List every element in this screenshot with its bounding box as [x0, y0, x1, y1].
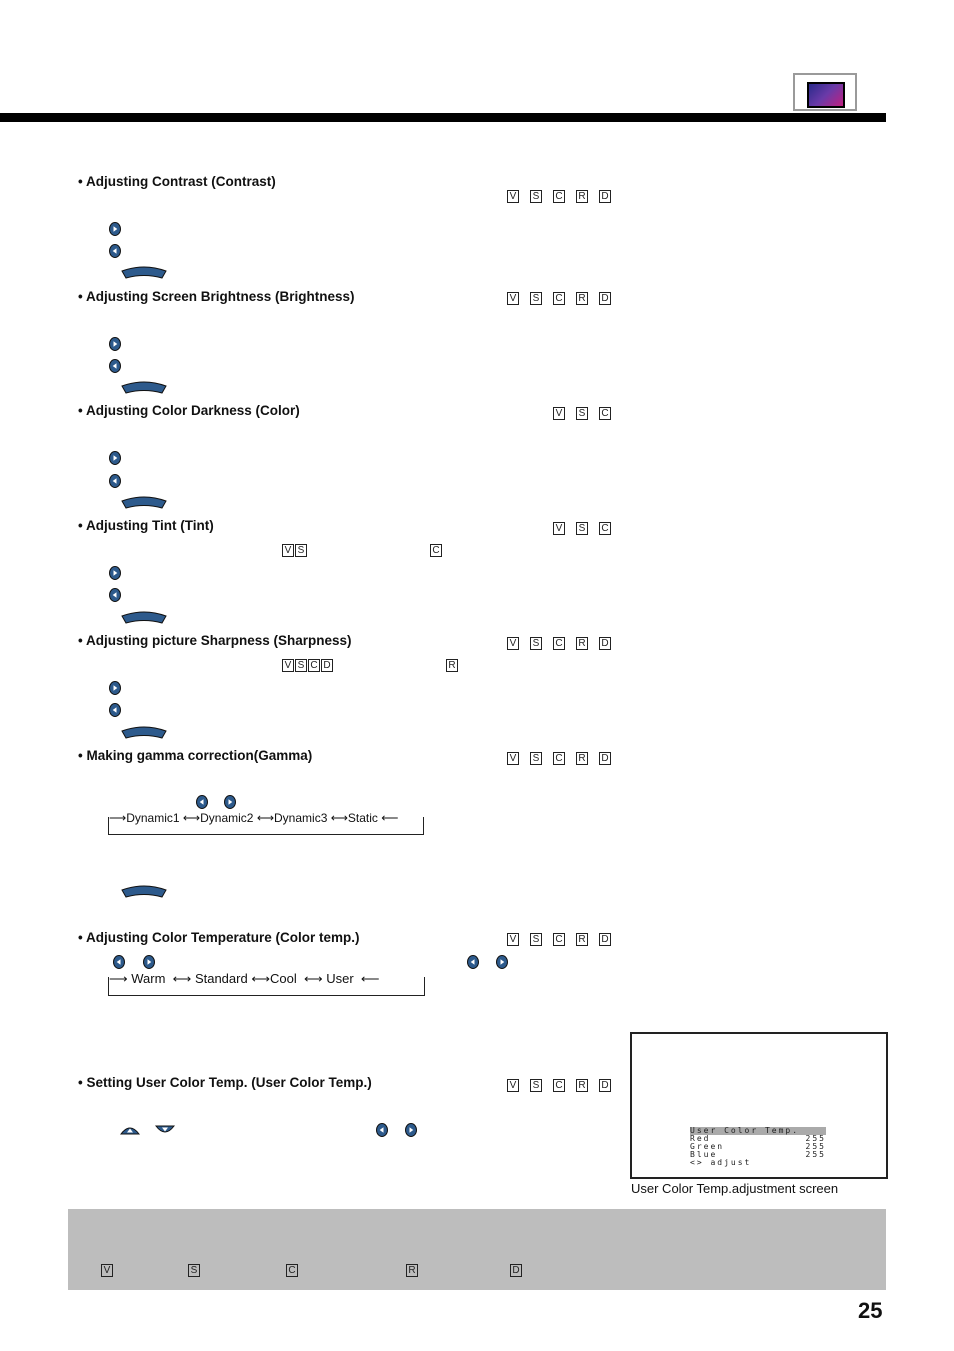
osd-label: Green [690, 1142, 725, 1151]
double-arrow-icon: ⟷ [251, 971, 270, 986]
tint-heading: • Adjusting Tint (Tint) [78, 518, 214, 533]
right-arrow-button-icon [109, 222, 121, 236]
right-arrow-button-icon [109, 681, 121, 695]
osd-title: User Color Temp. [690, 1127, 826, 1135]
gamma-option: Dynamic3 [274, 811, 328, 825]
right-arrow-button-icon [405, 1123, 417, 1137]
header-bar [0, 113, 886, 122]
enter-button-icon [121, 266, 167, 279]
tint-inline-badges [282, 544, 307, 557]
page-thumbnail [793, 73, 857, 111]
color-temp-cycle-flow [109, 971, 380, 987]
badge: C [553, 1079, 565, 1092]
badge: R [576, 933, 588, 946]
badge: C [308, 659, 320, 672]
right-arrow-button-icon [143, 955, 155, 969]
contrast-heading: • Adjusting Contrast (Contrast) [78, 174, 276, 189]
badge: S [530, 1079, 542, 1092]
gamma-cycle-flow [109, 811, 398, 825]
right-arrow-button-icon [109, 566, 121, 580]
brightness-heading: • Adjusting Screen Brightness (Brightness) [78, 289, 355, 304]
left-arrow-button-icon [196, 795, 208, 809]
gamma-badges [507, 752, 611, 765]
badge: V [507, 1079, 519, 1092]
badge: C [286, 1264, 298, 1277]
double-arrow-icon: ⟷ [330, 811, 348, 825]
badge: R [576, 752, 588, 765]
contrast-badges [507, 190, 611, 203]
badge: D [599, 637, 611, 650]
cycle-arrow-icon: ⟵ [381, 811, 399, 825]
color-temp-option: Cool [269, 971, 297, 986]
left-arrow-button-icon [109, 244, 121, 258]
badge: C [599, 407, 611, 420]
color-temp-option: Warm [131, 971, 166, 986]
badge: V [282, 544, 294, 557]
badge: V [507, 752, 519, 765]
left-arrow-button-icon [376, 1123, 388, 1137]
badge: V [507, 637, 519, 650]
sharpness-inline-badge-r [446, 659, 458, 672]
enter-button-icon [121, 381, 167, 394]
badge: C [599, 522, 611, 535]
badge: R [576, 292, 588, 305]
left-arrow-button-icon [109, 588, 121, 602]
color-heading: • Adjusting Color Darkness (Color) [78, 403, 300, 418]
badge: S [188, 1264, 200, 1277]
osd-label: Blue [690, 1150, 718, 1159]
double-arrow-icon: ⟷ [182, 811, 201, 825]
right-arrow-button-icon [109, 337, 121, 351]
badge: V [507, 933, 519, 946]
badge: D [599, 1079, 611, 1092]
gamma-heading: • Making gamma correction(Gamma) [78, 748, 313, 763]
color-temp-heading: • Adjusting Color Temperature (Color temp.) [78, 930, 360, 945]
double-arrow-icon: ⟷ [256, 811, 275, 825]
right-arrow-button-icon [109, 451, 121, 465]
badge: D [599, 752, 611, 765]
color-temp-option: User [326, 971, 354, 986]
right-arrow-button-icon [496, 955, 508, 969]
gamma-option: Dynamic2 [200, 811, 254, 825]
gamma-option: Static [347, 811, 378, 825]
sharpness-heading: • Adjusting picture Sharpness (Sharpness) [78, 633, 352, 648]
sharpness-inline-badges [282, 659, 333, 672]
enter-button-icon [121, 885, 167, 898]
osd-label: Red [690, 1134, 711, 1143]
badge: R [576, 190, 588, 203]
badge: D [599, 292, 611, 305]
badge: C [553, 292, 565, 305]
osd-menu [690, 1127, 826, 1167]
badge: R [576, 637, 588, 650]
badge: C [430, 544, 442, 557]
osd-value: 255 [805, 1142, 826, 1151]
note-box [68, 1209, 886, 1290]
osd-value: 255 [805, 1134, 826, 1143]
gamma-option: Dynamic1 [126, 811, 180, 825]
left-arrow-button-icon [113, 955, 125, 969]
badge: R [446, 659, 458, 672]
badge: S [295, 544, 307, 557]
osd-hint: <> adjust [690, 1158, 752, 1167]
badge: S [576, 522, 588, 535]
left-arrow-button-icon [109, 359, 121, 373]
sharpness-badges [507, 637, 611, 650]
badge: D [321, 659, 333, 672]
thumbnail-image [807, 82, 845, 108]
double-arrow-icon: ⟷ [169, 971, 195, 986]
enter-button-icon [121, 726, 167, 739]
badge: S [530, 933, 542, 946]
enter-button-icon [121, 496, 167, 509]
badge: C [553, 933, 565, 946]
up-arrow-button-icon [120, 1124, 140, 1136]
left-arrow-button-icon [109, 703, 121, 717]
cycle-arrow-icon: ⟶ [109, 811, 127, 825]
badge: V [553, 407, 565, 420]
badge: V [553, 522, 565, 535]
badge: S [530, 752, 542, 765]
badge: C [553, 637, 565, 650]
enter-button-icon [121, 611, 167, 624]
user-color-temp-badges [507, 1079, 611, 1092]
badge: S [530, 190, 542, 203]
double-arrow-icon: ⟷ [300, 971, 327, 986]
badge: C [553, 190, 565, 203]
osd-value: 255 [805, 1150, 826, 1159]
color-temp-badges [507, 933, 611, 946]
badge: V [101, 1264, 113, 1277]
down-arrow-button-icon [155, 1124, 175, 1136]
osd-screen [630, 1032, 888, 1179]
badge: S [530, 637, 542, 650]
tint-inline-badge-c [430, 544, 442, 557]
badge: V [507, 190, 519, 203]
brightness-badges [507, 292, 611, 305]
left-arrow-button-icon [109, 474, 121, 488]
color-badges [553, 407, 611, 420]
badge: V [282, 659, 294, 672]
badge: D [599, 190, 611, 203]
badge: R [576, 1079, 588, 1092]
cycle-arrow-icon: ⟵ [357, 971, 380, 986]
tint-badges [553, 522, 611, 535]
badge: V [507, 292, 519, 305]
page-number: 25 [858, 1298, 883, 1323]
color-temp-option: Standard [194, 971, 248, 986]
badge: R [406, 1264, 418, 1277]
right-arrow-button-icon [224, 795, 236, 809]
badge: S [530, 292, 542, 305]
badge: C [553, 752, 565, 765]
left-arrow-button-icon [467, 955, 479, 969]
user-color-temp-heading: • Setting User Color Temp. (User Color Temp.) [78, 1075, 372, 1090]
osd-caption: User Color Temp.adjustment screen [631, 1181, 839, 1196]
badge: D [599, 933, 611, 946]
badge: S [576, 407, 588, 420]
badge: D [510, 1264, 522, 1277]
cycle-arrow-icon: ⟶ [109, 971, 132, 986]
badge: S [295, 659, 307, 672]
